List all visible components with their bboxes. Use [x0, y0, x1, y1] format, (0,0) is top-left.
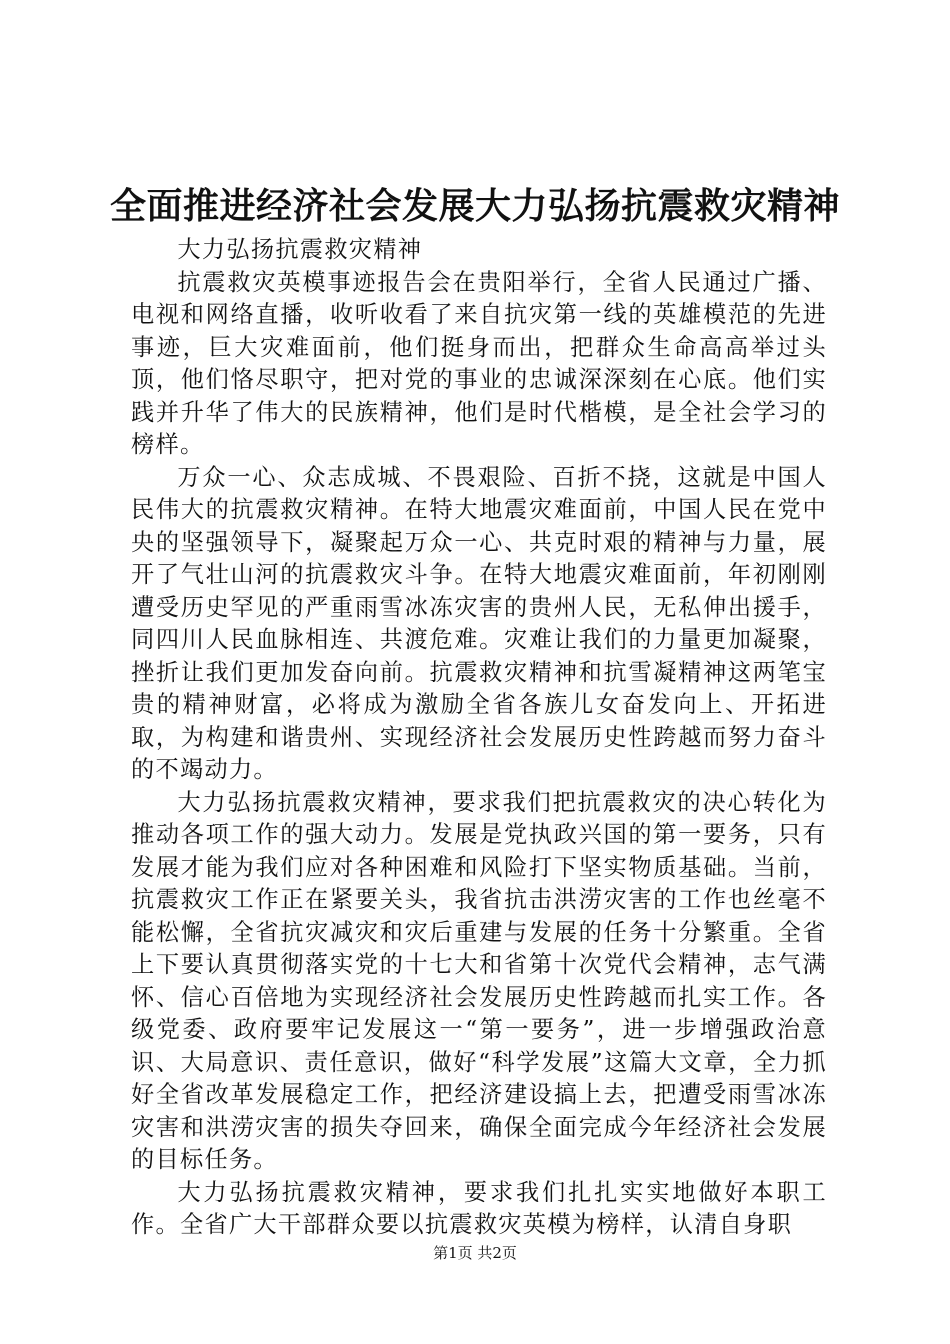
paragraph-1: 抗震救灾英模事迹报告会在贵阳举行，全省人民通过广播、电视和网络直播，收听收看了来自抗灾第一线的英雄模范的先进事迹，巨大灾难面前，他们挺身而出，把群众生命高高举过头顶，他们恪尽职守，把对党的事业的忠诚深深刻在心底。他们实践并升华了伟大的民族精神，他们是时代楷模，是全社会学习的榜样。 — [131, 268, 827, 458]
document-subtitle: 大力弘扬抗震救灾精神 — [177, 236, 423, 263]
paragraph-3: 大力弘扬抗震救灾精神，要求我们把抗震救灾的决心转化为推动各项工作的强大动力。发展是党执政兴国的第一要务，只有发展才能为我们应对各种困难和风险打下坚实物质基础。当前，抗震救灾工作正在紧要关头，我省抗击洪涝灾害的工作也丝毫不能松懈，全省抗灾减灾和灾后重建与发展的任务十分繁重。全省上下要认真贯彻落实党的十七大和省第十次党代会精神，志气满怀、信心百倍地为实现经济社会发展历史性跨越而扎实工作。各级党委、政府要牢记发展这一“第一要务”，进一步增强政治意识、大局意识、责任意识，做好“科学发展”这篇大文章，全力抓好全省改革发展稳定工作，把经济建设搞上去，把遭受雨雪冰冻灾害和洪涝灾害的损失夺回来，确保全面完成今年经济社会发展的目标任务。 — [131, 788, 827, 1173]
paragraph-4: 大力弘扬抗震救灾精神，要求我们扎扎实实地做好本职工作。全省广大干部群众要以抗震救灾英模为榜样，认清自身职 — [131, 1178, 827, 1238]
paragraph-2: 万众一心、众志成城、不畏艰险、百折不挠，这就是中国人民伟大的抗震救灾精神。在特大地震灾难面前，中国人民在党中央的坚强领导下，凝聚起万众一心、共克时艰的精神与力量，展开了气壮山河的抗震救灾斗争。在特大地震灾难面前，年初刚刚遭受历史罕见的严重雨雪冰冻灾害的贵州人民，无私伸出援手，同四川人民血脉相连、共渡危难。灾难让我们的力量更加凝聚，挫折让我们更加发奋向前。抗震救灾精神和抗雪凝精神这两笔宝贵的精神财富，必将成为激励全省各族儿女奋发向上、开拓进取，为构建和谐贵州、实现经济社会发展历史性跨越而努力奋斗的不竭动力。 — [131, 463, 827, 783]
document-title: 全面推进经济社会发展大力弘扬抗震救灾精神 — [109, 185, 840, 227]
page-number-footer: 第1页 共2页 — [433, 1244, 517, 1262]
document-body — [131, 234, 827, 1242]
